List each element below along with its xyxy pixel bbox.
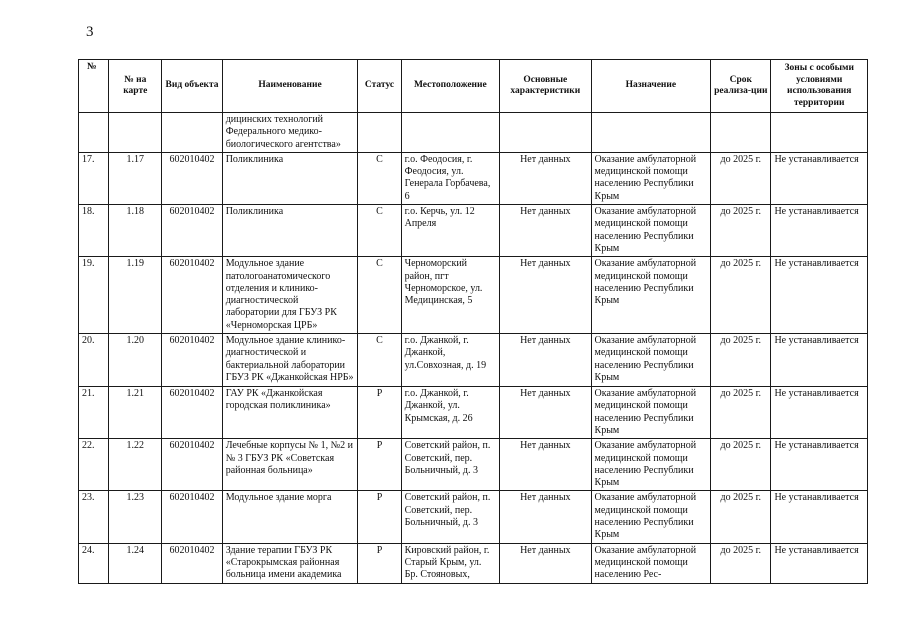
cell-deadline: до 2025 г. <box>711 152 771 204</box>
cell-purpose: Оказание амбулаторной медицинской помощи населению Республики Крым <box>591 205 711 257</box>
cell-name: ГАУ РК «Джанкойская городская поликлиника» <box>222 387 358 439</box>
cell-object-type: 602010402 <box>162 543 222 583</box>
cell-deadline: до 2025 г. <box>711 205 771 257</box>
cell-characteristics: Нет данных <box>500 491 591 543</box>
header-num: № <box>79 60 109 113</box>
cell-status: Р <box>358 491 401 543</box>
cell-characteristics: Нет данных <box>500 257 591 334</box>
cell-purpose: Оказание амбулаторной медицинской помощи населению Республики Крым <box>591 387 711 439</box>
cell-name: Поликлиника <box>222 152 358 204</box>
page-number: 3 <box>86 24 94 40</box>
cell-num: 18. <box>79 205 109 257</box>
cell-num: 22. <box>79 439 109 491</box>
cell-status: С <box>358 257 401 334</box>
header-name: Наименование <box>222 60 358 113</box>
cell-name: Здание терапии ГБУЗ РК «Старокрымская районная больница имени академика <box>222 543 358 583</box>
cell-purpose: Оказание амбулаторной медицинской помощи населению Республики Крым <box>591 439 711 491</box>
cell-location: г.о. Керчь, ул. 12 Апреля <box>401 205 499 257</box>
cell-location: Советский район, п. Советский, пер. Больничный, д. 3 <box>401 439 499 491</box>
cell-empty <box>500 113 591 153</box>
cell-characteristics: Нет данных <box>500 152 591 204</box>
cell-object-type: 602010402 <box>162 439 222 491</box>
cell-zones: Не устанавливается <box>771 334 868 387</box>
cell-name: Поликлиника <box>222 205 358 257</box>
cell-zones: Не устанавливается <box>771 439 868 491</box>
cell-map-num: 1.23 <box>109 491 162 543</box>
cell-name: Лечебные корпусы № 1, №2 и № 3 ГБУЗ РК «Советская районная больница» <box>222 439 358 491</box>
header-deadline: Срок реализа-ции <box>711 60 771 113</box>
cell-zones: Не устанавливается <box>771 205 868 257</box>
cell-object-type: 602010402 <box>162 334 222 387</box>
cell-characteristics: Нет данных <box>500 543 591 583</box>
cell-num: 20. <box>79 334 109 387</box>
registry-table <box>78 59 868 584</box>
cell-object-type: 602010402 <box>162 205 222 257</box>
table-row <box>79 491 868 543</box>
cell-location: г.о. Джанкой, г. Джанкой, ул. Крымская, д. 26 <box>401 387 499 439</box>
cell-map-num: 1.22 <box>109 439 162 491</box>
table-row <box>79 387 868 439</box>
table-header-row <box>79 60 868 113</box>
header-purpose: Назначение <box>591 60 711 113</box>
cell-num: 24. <box>79 543 109 583</box>
cell-purpose: Оказание амбулаторной медицинской помощи населению Республики Крым <box>591 491 711 543</box>
cell-deadline: до 2025 г. <box>711 439 771 491</box>
cell-name: Модульное здание патологоанатомического отделения и клинико-диагностической лаборатории для ГБУЗ РК «Черноморская ЦРБ» <box>222 257 358 334</box>
cell-status: С <box>358 205 401 257</box>
cell-characteristics: Нет данных <box>500 387 591 439</box>
cell-empty <box>401 113 499 153</box>
cell-location: г.о. Джанкой, г. Джанкой, ул.Совхозная, д. 19 <box>401 334 499 387</box>
cell-status: С <box>358 152 401 204</box>
cell-zones: Не устанавливается <box>771 543 868 583</box>
cell-purpose: Оказание амбулаторной медицинской помощи населению Республики Крым <box>591 257 711 334</box>
cell-map-num: 1.20 <box>109 334 162 387</box>
cell-empty <box>79 113 109 153</box>
cell-deadline: до 2025 г. <box>711 491 771 543</box>
cell-map-num: 1.19 <box>109 257 162 334</box>
cell-num: 23. <box>79 491 109 543</box>
cell-deadline: до 2025 г. <box>711 387 771 439</box>
cell-num: 17. <box>79 152 109 204</box>
cell-object-type: 602010402 <box>162 387 222 439</box>
cell-name: Модульное здание морга <box>222 491 358 543</box>
cell-zones: Не устанавливается <box>771 152 868 204</box>
cell-num: 19. <box>79 257 109 334</box>
header-status: Статус <box>358 60 401 113</box>
cell-deadline: до 2025 г. <box>711 334 771 387</box>
cell-zones: Не устанавливается <box>771 387 868 439</box>
cell-name: дицинских технологий Федерального медико-биологического агентства» <box>222 113 358 153</box>
cell-empty <box>162 113 222 153</box>
cell-name: Модульное здание клинико-диагностической и бактериальной лаборатории ГБУЗ РК «Джанкойская НРБ» <box>222 334 358 387</box>
cell-empty <box>711 113 771 153</box>
cell-purpose: Оказание амбулаторной медицинской помощи населению Республики Крым <box>591 334 711 387</box>
cell-characteristics: Нет данных <box>500 439 591 491</box>
header-zones: Зоны с особыми условиями использования территории <box>771 60 868 113</box>
cell-empty <box>591 113 711 153</box>
cell-map-num: 1.17 <box>109 152 162 204</box>
table-row <box>79 205 868 257</box>
cell-location: Кировский район, г. Старый Крым, ул. Бр. Стояновых, <box>401 543 499 583</box>
cell-object-type: 602010402 <box>162 152 222 204</box>
cell-purpose: Оказание амбулаторной медицинской помощи населению Республики Крым <box>591 152 711 204</box>
cell-location: Советский район, п. Советский, пер. Больничный, д. 3 <box>401 491 499 543</box>
cell-empty <box>358 113 401 153</box>
cell-status: С <box>358 334 401 387</box>
table-row <box>79 334 868 387</box>
cell-location: Черноморский район, пгт Черноморское, ул. Медицинская, 5 <box>401 257 499 334</box>
cell-status: Р <box>358 387 401 439</box>
table-row <box>79 439 868 491</box>
cell-empty <box>771 113 868 153</box>
cell-zones: Не устанавливается <box>771 491 868 543</box>
header-characteristics: Основные характеристики <box>500 60 591 113</box>
cell-zones: Не устанавливается <box>771 257 868 334</box>
table-row <box>79 257 868 334</box>
cell-object-type: 602010402 <box>162 491 222 543</box>
cell-num: 21. <box>79 387 109 439</box>
table-row-continuation <box>79 113 868 153</box>
cell-empty <box>109 113 162 153</box>
cell-map-num: 1.24 <box>109 543 162 583</box>
cell-object-type: 602010402 <box>162 257 222 334</box>
cell-map-num: 1.21 <box>109 387 162 439</box>
cell-location: г.о. Феодосия, г. Феодосия, ул. Генерала Горбачева, 6 <box>401 152 499 204</box>
cell-deadline: до 2025 г. <box>711 543 771 583</box>
cell-characteristics: Нет данных <box>500 334 591 387</box>
table-row <box>79 543 868 583</box>
table-row <box>79 152 868 204</box>
header-location: Местоположение <box>401 60 499 113</box>
cell-status: Р <box>358 543 401 583</box>
cell-map-num: 1.18 <box>109 205 162 257</box>
cell-deadline: до 2025 г. <box>711 257 771 334</box>
header-object-type: Вид объекта <box>162 60 222 113</box>
cell-status: Р <box>358 439 401 491</box>
header-map-num: № на карте <box>109 60 162 113</box>
cell-characteristics: Нет данных <box>500 205 591 257</box>
cell-purpose: Оказание амбулаторной медицинской помощи населению Рес- <box>591 543 711 583</box>
